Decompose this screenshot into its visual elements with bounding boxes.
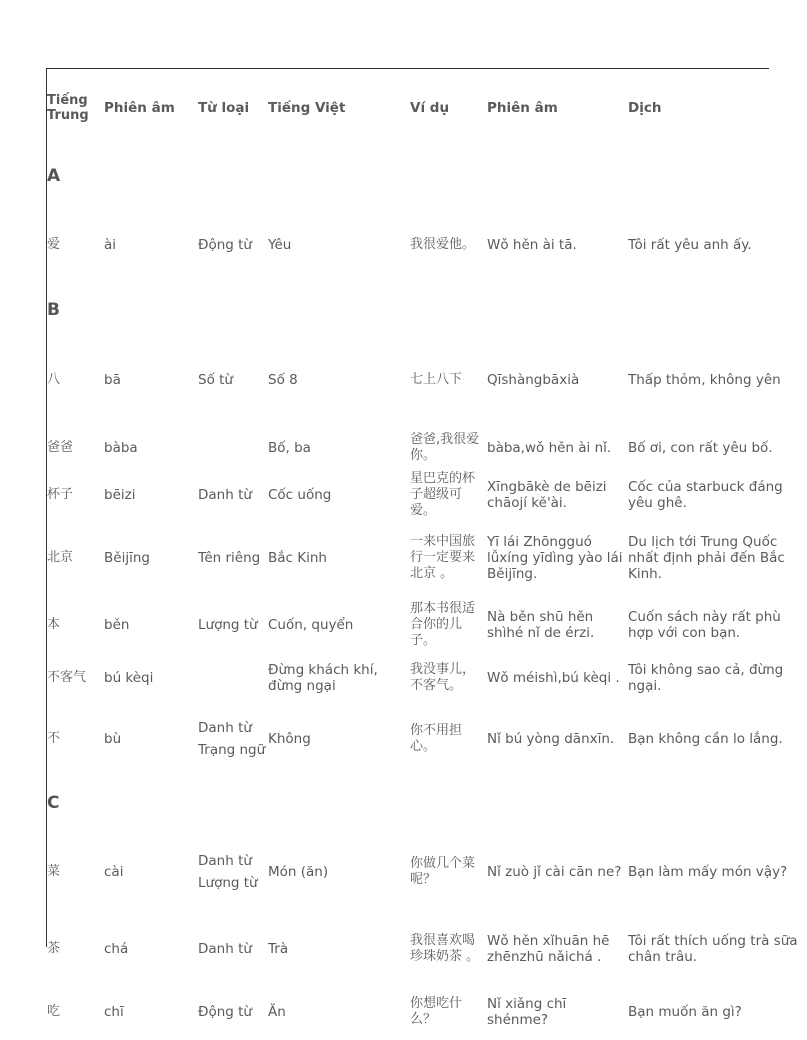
example-cell: 七上八下 (410, 372, 463, 387)
example-cell: 一来中国旅行一定要来北京 。 (410, 533, 476, 581)
example-pinyin-cell: Yī lái Zhōngguó lǚxíng yīdìng yào lái Běijīng. (487, 533, 623, 582)
word-type-label: Danh từ (198, 852, 252, 869)
word-type-cell (198, 335, 268, 425)
word-type-cell (198, 829, 268, 914)
vietnamese-cell: Món (ăn) (268, 863, 329, 880)
example-pinyin-cell: Nǐ xiǎng chī shénme? (487, 996, 567, 1028)
pinyin-cell: chī (104, 1004, 124, 1020)
vietnamese-cell: Cuốn, quyển (268, 617, 354, 633)
chinese-cell: 本 (47, 617, 61, 632)
header-row (47, 69, 807, 147)
pinyin-cell: bēizi (104, 487, 136, 503)
example-pinyin-cell: Nà běn shū hěn shìhé nǐ de érzi. (487, 609, 595, 641)
vietnamese-cell: Ăn (268, 1004, 286, 1020)
word-type-cell (198, 425, 268, 470)
chinese-cell: 茶 (47, 941, 61, 956)
word-type-label: Tên riêng (198, 549, 261, 566)
translation-cell: Bạn muốn ăn gì? (628, 1004, 742, 1020)
chinese-cell: 爸爸 (47, 439, 74, 455)
section-letter: A (47, 166, 61, 186)
table-row (47, 700, 807, 777)
pinyin-cell: Běijīng (104, 549, 150, 566)
vietnamese-cell: Số 8 (268, 372, 298, 388)
section-row (47, 285, 807, 335)
example-cell: 星巴克的杯子超级可爱。 (410, 471, 476, 518)
table-row (47, 595, 807, 655)
example-cell: 我很爱他。 (410, 237, 476, 252)
word-type-cell (198, 595, 268, 655)
translation-cell: Tôi rất yêu anh ấy. (628, 237, 752, 253)
chinese-cell: 吃 (47, 1004, 61, 1019)
table-body (47, 147, 807, 1040)
table-row (47, 425, 807, 470)
pinyin-cell: bā (104, 372, 121, 388)
vietnamese-cell: Trà (268, 941, 289, 957)
word-type-cell (198, 520, 268, 595)
translation-cell: Tôi không sao cả, đừng ngại. (628, 661, 784, 694)
pinyin-cell: bù (104, 730, 122, 747)
table-row (47, 984, 807, 1040)
table-row (47, 205, 807, 285)
translation-cell: Bạn làm mấy món vậy? (628, 863, 788, 880)
vietnamese-cell: Bắc Kinh (268, 549, 327, 566)
chinese-cell: 北京 (47, 549, 74, 565)
pinyin-cell: chá (104, 941, 129, 957)
word-type-cell (198, 984, 268, 1040)
chinese-cell: 杯子 (47, 487, 74, 502)
example-pinyin-cell: Wǒ méishì,bú kèqi . (487, 669, 620, 686)
example-pinyin-cell: Xīngbākè de bēizi chāojí kě'ài. (487, 479, 607, 511)
chinese-cell: 不 (47, 730, 61, 746)
translation-cell: Cuốn sách này rất phù hợp với con bạn. (628, 609, 781, 641)
table-row (47, 829, 807, 914)
translation-cell: Cốc của starbuck đáng yêu ghê. (628, 479, 783, 511)
example-pinyin-cell: Nǐ zuò jǐ cài cān ne? (487, 863, 622, 880)
section-letter: B (47, 300, 60, 320)
pinyin-cell: ài (104, 237, 117, 253)
translation-cell: Du lịch tới Trung Quốc nhất định phải đến Bắc Kinh. (628, 533, 785, 582)
vocabulary-table (47, 69, 807, 1040)
pinyin-cell: cài (104, 863, 124, 880)
word-type-label: Số từ (198, 372, 233, 388)
translation-cell: Bạn không cần lo lắng. (628, 730, 783, 747)
example-pinyin-cell: Nǐ bú yòng dānxīn. (487, 730, 615, 747)
section-row (47, 777, 807, 829)
vietnamese-cell: Cốc uống (268, 487, 332, 503)
header-translation: Dịch (628, 100, 662, 116)
header-vietnamese: Tiếng Việt (268, 100, 346, 116)
example-pinyin-cell: Wǒ hěn ài tā. (487, 237, 577, 253)
table-row (47, 914, 807, 984)
example-cell: 那本书很适合你的儿子。 (410, 601, 476, 648)
word-type-label: Trạng ngữ (198, 741, 266, 758)
example-pinyin-cell: Qīshàngbāxià (487, 372, 580, 388)
vietnamese-cell: Yêu (268, 237, 292, 253)
example-cell: 爸爸,我很爱你。 (410, 431, 480, 463)
section-letter: C (47, 793, 60, 813)
table-row (47, 470, 807, 520)
example-cell: 你做几个菜呢？ (410, 855, 476, 887)
word-type-cell (198, 470, 268, 520)
header-word-type: Từ loại (198, 100, 250, 116)
header-example-pinyin: Phiên âm (487, 100, 558, 116)
header-pinyin: Phiên âm (104, 100, 175, 116)
example-pinyin-cell: bàba,wǒ hěn ài nǐ. (487, 439, 612, 456)
example-cell: 我没事儿，不客气。 (410, 661, 476, 693)
table-row (47, 655, 807, 700)
pinyin-cell: bàba (104, 439, 138, 456)
header-example: Ví dụ (410, 100, 450, 116)
word-type-label: Danh từ (198, 719, 252, 736)
word-type-label: Danh từ (198, 487, 252, 503)
vietnamese-cell: Không (268, 730, 311, 747)
header-chinese: Tiếng Trung (47, 93, 89, 123)
vietnamese-cell: Đừng khách khí, đừng ngại (268, 661, 378, 694)
example-pinyin-cell: Wǒ hěn xǐhuān hē zhēnzhū nǎichá . (487, 933, 610, 965)
table-row (47, 335, 807, 425)
pinyin-cell: běn (104, 617, 130, 633)
word-type-cell (198, 700, 268, 777)
translation-cell: Tôi rất thích uống trà sữa chân trâu. (628, 933, 798, 965)
example-cell: 你想吃什么？ (410, 996, 463, 1027)
section-row (47, 147, 807, 205)
word-type-cell (198, 655, 268, 700)
chinese-cell: 不客气 (47, 669, 87, 685)
chinese-cell: 八 (47, 372, 61, 387)
table-row (47, 520, 807, 595)
translation-cell: Thấp thỏm, không yên (628, 372, 781, 388)
example-cell: 我很喜欢喝珍珠奶茶 。 (410, 933, 480, 964)
word-type-cell (198, 205, 268, 285)
vietnamese-cell: Bố, ba (268, 439, 311, 456)
word-type-label: Động từ (198, 1004, 252, 1020)
word-type-label: Lượng từ (198, 617, 258, 633)
word-type-label: Lượng từ (198, 874, 258, 891)
example-cell: 你不用担心。 (410, 722, 463, 754)
word-type-label: Động từ (198, 237, 252, 253)
translation-cell: Bố ơi, con rất yêu bố. (628, 439, 773, 456)
word-type-label: Danh từ (198, 941, 252, 957)
word-type-cell (198, 914, 268, 984)
vocabulary-table-frame (46, 68, 798, 1028)
pinyin-cell: bú kèqi (104, 669, 154, 686)
chinese-cell: 菜 (47, 863, 61, 879)
chinese-cell: 爱 (47, 237, 61, 252)
